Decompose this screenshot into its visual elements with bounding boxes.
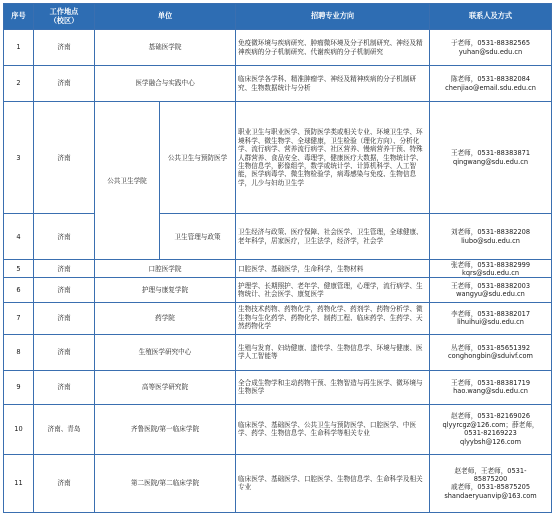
row-contact [430,334,552,370]
row-majors: 全合成生物学和主动药物干预、生物智造与再生医学、微环境与生物医学 [236,370,430,404]
contact-line: qingwang@sdu.edu.cn [453,157,529,166]
row-no: 1 [4,30,34,66]
row-location: 济南 [34,454,95,512]
row-contact [430,454,552,512]
row-majors: 免疫微环境与疾病研究、肿瘤微环境及分子机制研究、神经及精神疾病的分子机制研究、代谢疾病的分子机制研究 [236,30,430,66]
table-row [4,214,552,260]
row-subunit: 公共卫生与预防医学 [160,102,236,214]
row-majors: 生殖与发育、妇幼健康、遗传学、生物信息学、环境与健康、医学人工智能等 [236,334,430,370]
table-row [4,454,552,512]
row-no: 6 [4,278,34,302]
row-contact [430,404,552,454]
row-majors: 临床医学、基础医学、公共卫生与预防医学、口腔医学、中医学、药学、生物信息学、生命科学等相关专业 [236,404,430,454]
row-location: 济南、青岛 [34,404,95,454]
contact-line: yuhan@sdu.edu.cn [458,47,523,56]
row-unit: 齐鲁医院/第一临床学院 [95,404,236,454]
row-location: 济南 [34,102,95,214]
row-unit: 第二医院/第二临床学院 [95,454,236,512]
table-row [4,404,552,454]
header-location [34,4,95,30]
row-no: 9 [4,370,34,404]
row-location: 济南 [34,260,95,278]
row-no: 3 [4,102,34,214]
contact-line: 王老师，0531-88383871 [450,149,531,158]
contact-line: 刘老师，0531-88382208 [450,228,531,237]
header-contact: 联系人及方式 [430,4,552,30]
row-contact [430,278,552,302]
row-no: 5 [4,260,34,278]
contact-line: lihuihui@sdu.edu.cn [457,318,524,327]
row-location: 济南 [34,302,95,334]
contact-line: kqrs@sdu.edu.cn [462,268,519,277]
row-majors: 生物技术药物、药物化学，药物化学、药剂学、药物分析学、微生物与生化药学、药物化学、制药工程、临床药学、生药学、天然药物化学 [236,302,430,334]
table-row [4,102,552,214]
header-location-line2: （校区） [49,15,79,25]
table-row [4,370,552,404]
row-majors: 卫生经济与政策、医疗保障、社会医学、卫生管理，全球健康、老年科学，居家医疗，卫生法学，经济学，社会学 [236,214,430,260]
contact-line: 赵老师，王老师，0531- [454,466,527,475]
row-contact [430,102,552,214]
row-no: 8 [4,334,34,370]
contact-line: 0531-82169223 [464,429,517,438]
contact-line: hao.wang@sdu.edu.cn [453,387,528,396]
row-contact [430,66,552,102]
table-row [4,278,552,302]
row-unit: 药学院 [95,302,236,334]
table-row [4,66,552,102]
row-contact [430,260,552,278]
row-unit: 口腔医学院 [95,260,236,278]
header-majors: 招聘专业方向 [236,4,430,30]
contact-line: shandaeryuanvip@163.com [444,491,537,500]
row-majors: 职业卫生与职业医学、预防医学类或相关专业、环境卫生学、环境科学、微生物学、全球健康，卫生检验（理化方向）、分析化学、流行病学、营养流行病学、社区营养、慢病营养干预、特殊人群营养、食品安全、毒理学，健康医疗大数据，生物统计学、生物信息学，影像组学，数学或统计学、计算机科学、人工智能，医学病毒学、微生物检验学，病毒感染与免疫、生物信息学，儿少与妇幼卫生学 [236,102,430,214]
contact-line: 戚老师，0531-85875205 [450,483,531,492]
contact-line: 85875200 [473,474,508,483]
row-location: 济南 [34,66,95,102]
row-majors: 口腔医学、基础医学，生命科学，生物材料 [236,260,430,278]
header-unit: 单位 [95,4,236,30]
contact-line: 王老师，0531-88381719 [450,378,531,387]
row-location: 济南 [34,278,95,302]
contact-line: conghongbin@sduivf.com [448,352,533,361]
row-location: 济南 [34,334,95,370]
row-no: 10 [4,404,34,454]
row-unit: 基础医学院 [95,30,236,66]
contact-line: wangyu@sdu.edu.cn [456,289,525,298]
header-location-line1: 工作地点 [49,7,79,17]
table-row [4,260,552,278]
row-no: 7 [4,302,34,334]
row-location: 济南 [34,370,95,404]
row-unit: 生殖医学研究中心 [95,334,236,370]
contact-line: 赵老师，0531-82169026 [450,412,531,421]
row-no: 4 [4,214,34,260]
contact-line: 于老师，0531-88382565 [450,39,531,48]
contact-line: 王老师，0531-88382003 [450,281,531,290]
row-unit-merged: 公共卫生学院 [95,102,160,260]
recruitment-table [3,3,552,513]
row-unit: 医学融合与实践中心 [95,66,236,102]
row-no: 11 [4,454,34,512]
row-majors: 护理学、长期照护、老年学、健康管理，心理学，流行病学、生物统计、社会医学、康复医学 [236,278,430,302]
contact-line: chenjiao@email.sdu.edu.cn [445,83,536,92]
row-majors: 临床医学、基础医学、口腔医学、生物信息学、生命科学及相关专业 [236,454,430,512]
table-row [4,30,552,66]
contact-line: qlyyrcgz@126.com；薛老师， [442,420,539,429]
row-contact [430,302,552,334]
contact-line: 张老师，0531-88382999 [450,260,531,269]
row-location: 济南 [34,30,95,66]
row-unit: 护理与康复学院 [95,278,236,302]
table-row [4,334,552,370]
row-unit: 高等医学研究院 [95,370,236,404]
contact-line: 李老师，0531-88382017 [450,309,531,318]
row-location: 济南 [34,214,95,260]
row-majors: 临床医学各学科、精准肿瘤学、神经及精神疾病的分子机制研究、生物数据统计与分析 [236,66,430,102]
contact-line: 陈老师，0531-88382084 [450,75,531,84]
row-contact [430,214,552,260]
table-row [4,302,552,334]
header-no: 序号 [4,4,34,30]
contact-line: qlyybsh@126.com [460,437,521,446]
row-contact [430,30,552,66]
contact-line: liubo@sdu.edu.cn [461,236,520,245]
row-contact [430,370,552,404]
row-subunit: 卫生管理与政策 [160,214,236,260]
header-row [4,4,552,30]
row-no: 2 [4,66,34,102]
contact-line: 丛老师，0531-85651392 [450,343,531,352]
